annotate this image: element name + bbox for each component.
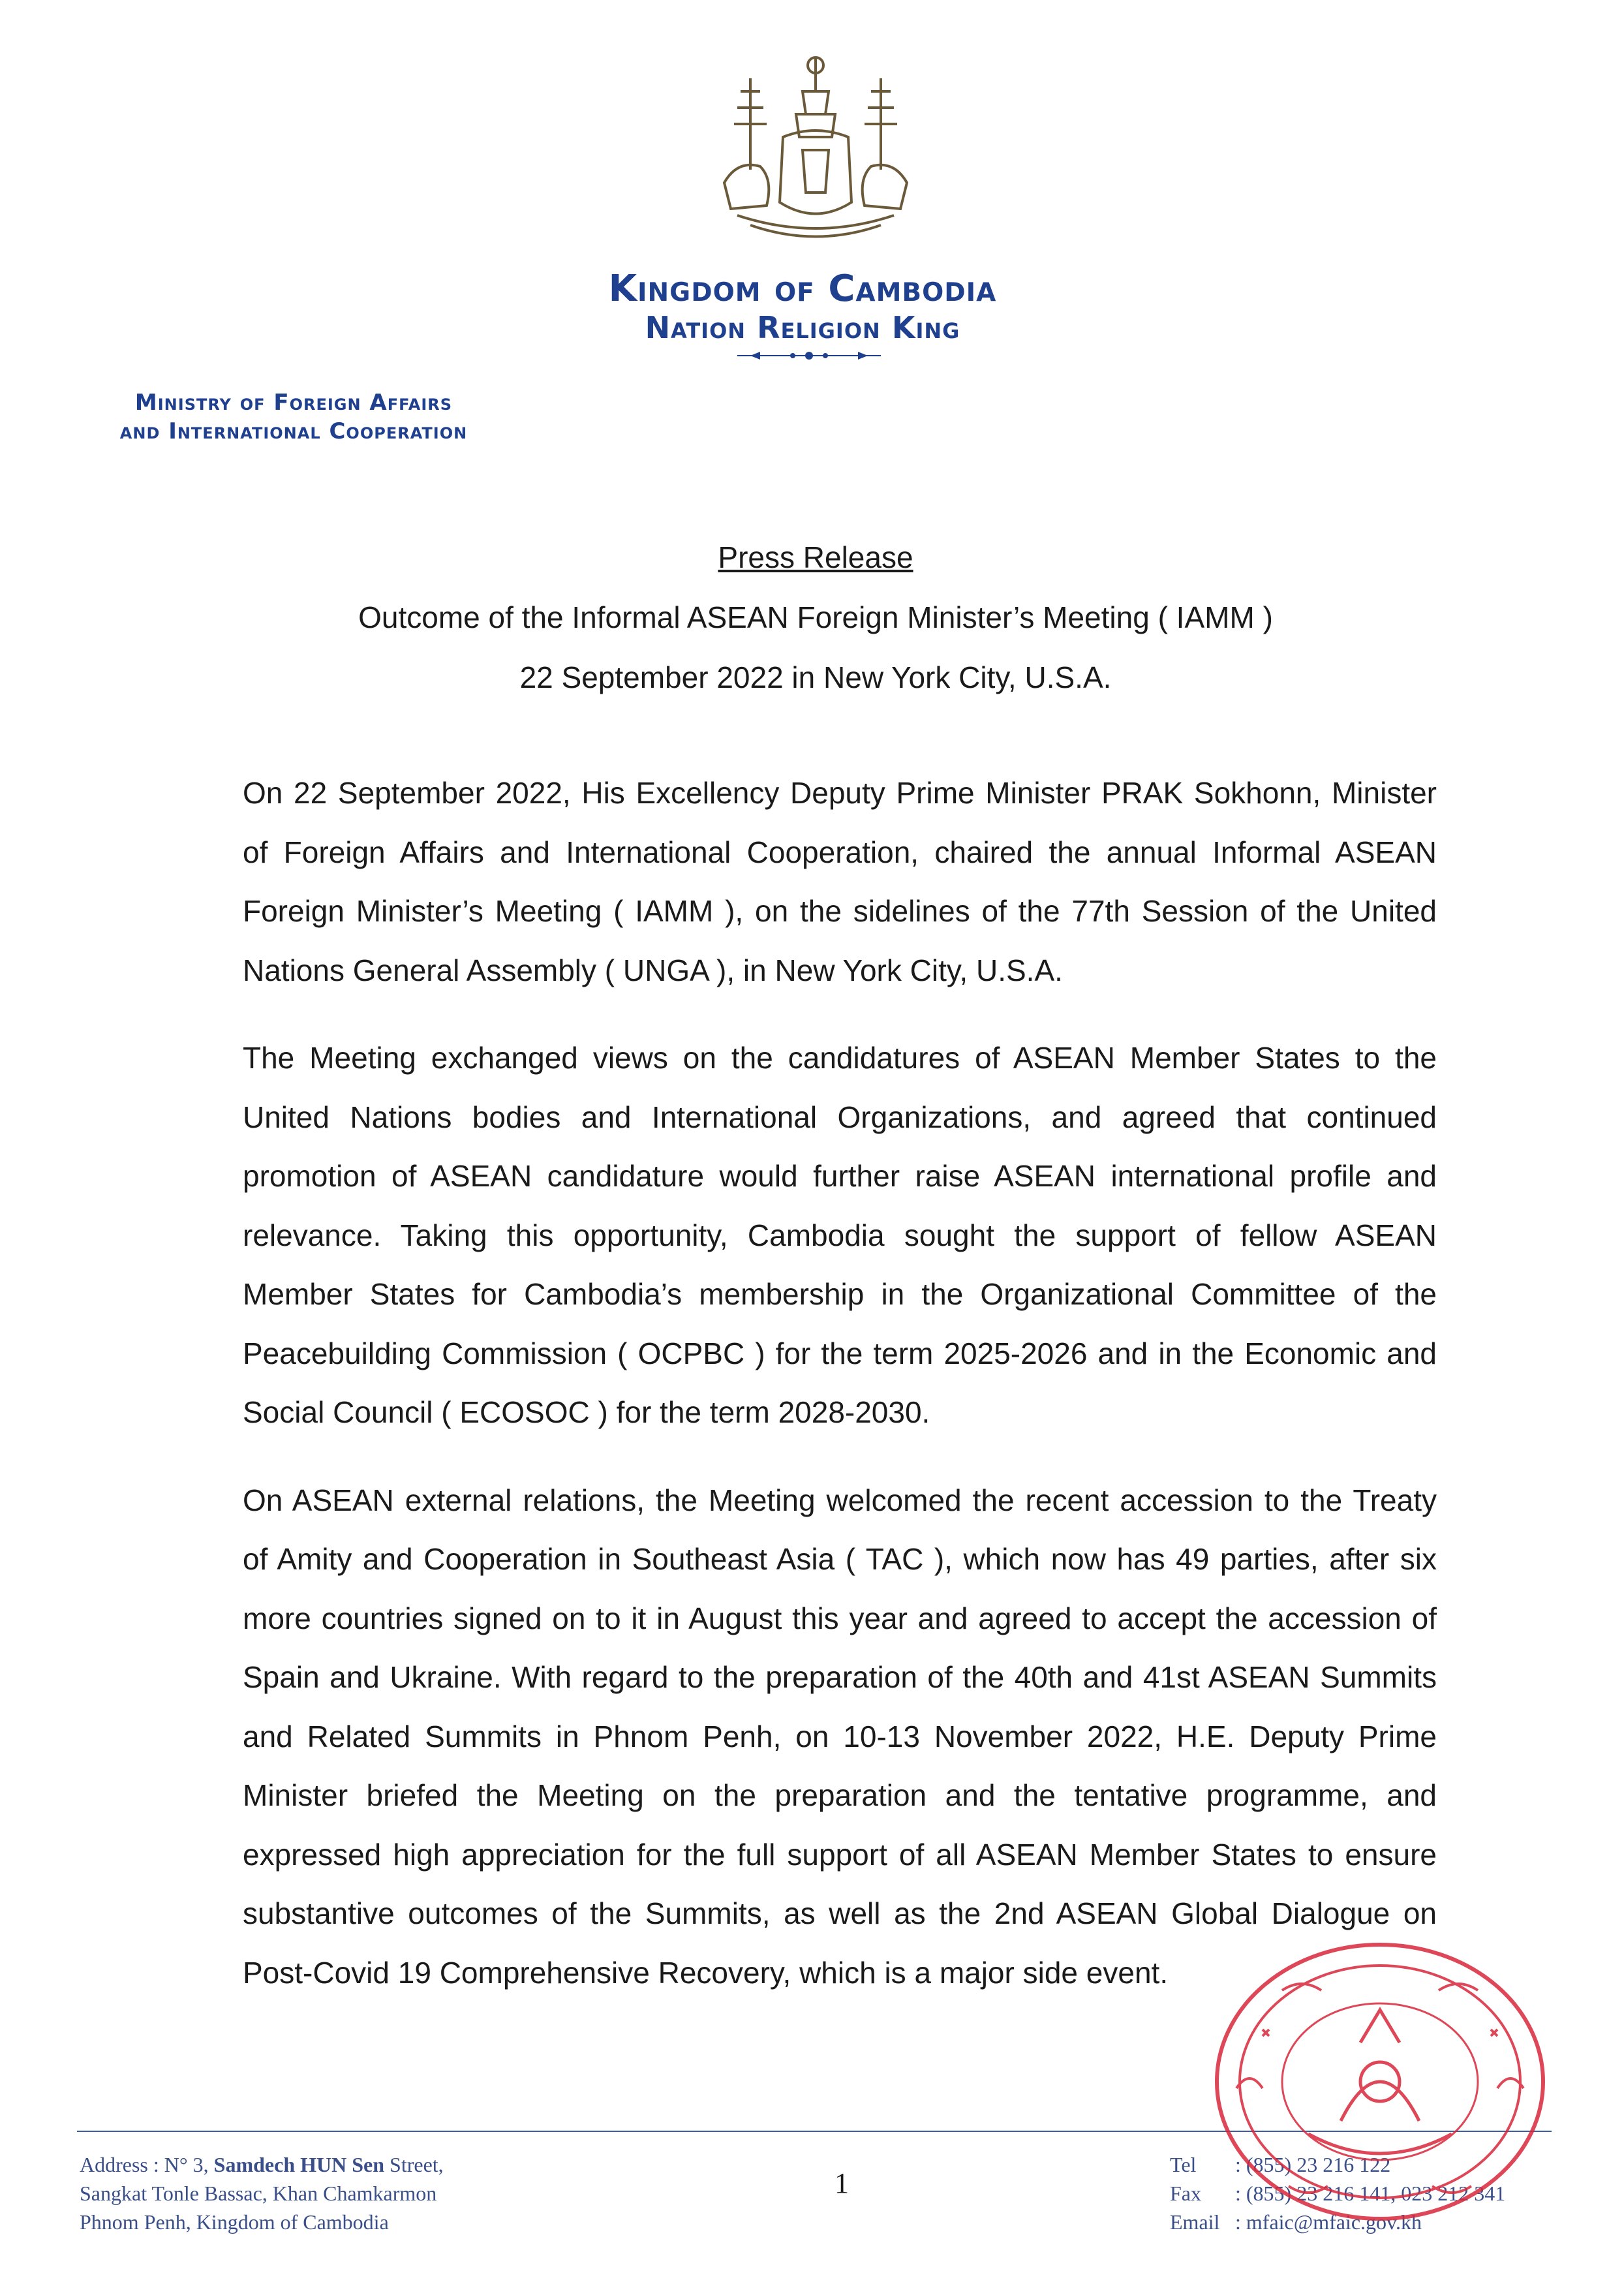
footer-address xyxy=(80,2150,667,2236)
national-motto: Nation Religion King xyxy=(645,310,960,345)
press-release-date-location: 22 September 2022 in New York City, U.S.A. xyxy=(519,660,1112,694)
press-release-heading xyxy=(196,527,1435,707)
press-release-label: Press Release xyxy=(718,540,913,574)
address-line-3: Phnom Penh, Kingdom of Cambodia xyxy=(80,2210,389,2234)
address-line-2: Sangkat Tonle Bassac, Khan Chamkarmon xyxy=(80,2182,437,2205)
royal-coat-of-arms xyxy=(711,52,920,248)
official-seal-stamp xyxy=(1210,1938,1550,2225)
ministry-name xyxy=(59,388,529,446)
contact-email: Email : mfaic@mfaic.gov.kh xyxy=(1170,2210,1422,2234)
paragraph: On 22 September 2022, His Excellency Deputy Prime Minister PRAK Sokhonn, Minister of Foreign Affairs and International Cooperation, chaired the annual Informal ASEAN Foreign Minister’s Meeting ( IAMM ), on the sidelines of the 77th Session of the United Nations General Assembly ( UNGA ), in New York City, U.S.A. xyxy=(243,776,1437,987)
contact-tel: Tel : (855) 23 216 122 xyxy=(1170,2153,1391,2176)
contact-fax: Fax : (855) 23 216 141, 023 212 341 xyxy=(1170,2182,1506,2205)
address-line-1: Address : N° 3, Samdech HUN Sen Street, xyxy=(80,2153,444,2176)
country-name: Kingdom of Cambodia xyxy=(608,268,997,310)
paragraph: The Meeting exchanged views on the candidatures of ASEAN Member States to the United Nations bodies and International Organizations, and agreed that continued promotion of ASEAN candidature would further raise ASEAN international profile and relevance. Taking this opportunity, Cambodia sought the support of fellow ASEAN Member States for Cambodia’s membership in the Organizational Committee of the Peacebuilding Commission ( OCPBC ) for the term 2025-2026 and in the Economic and Social Council ( ECOSOC ) for the term 2028-2030. xyxy=(243,1041,1437,1429)
paragraph: On ASEAN external relations, the Meeting welcomed the recent accession to the Treaty of Amity and Cooperation in Southeast Asia ( TAC ), which now has 49 parties, after six more countries signed on to it in August this year and agreed to accept the accession of Spain and Ukraine. With regard to the preparation of the 40th and 41st ASEAN Summits and Related Summits in Phnom Penh, on 10-13 November 2022, H.E. Deputy Prime Minister briefed the Meeting on the preparation and the tentative programme, and expressed high appreciation for the full support of all ASEAN Member States to ensure substantive outcomes of the Summits, as well as the 2nd ASEAN Global Dialogue on Post-Covid 19 Comprehensive Recovery, which is a major side event. xyxy=(243,1483,1437,1990)
page-number: 1 xyxy=(835,2167,849,2199)
letterhead-title xyxy=(522,269,1083,346)
ministry-line-2: and International Cooperation xyxy=(119,418,468,444)
ministry-line-1: Ministry of Foreign Affairs xyxy=(134,390,453,416)
press-release-title: Outcome of the Informal ASEAN Foreign Minister’s Meeting ( IAMM ) xyxy=(358,600,1273,634)
ornament-divider xyxy=(737,349,881,362)
press-release-body xyxy=(243,764,1437,2002)
